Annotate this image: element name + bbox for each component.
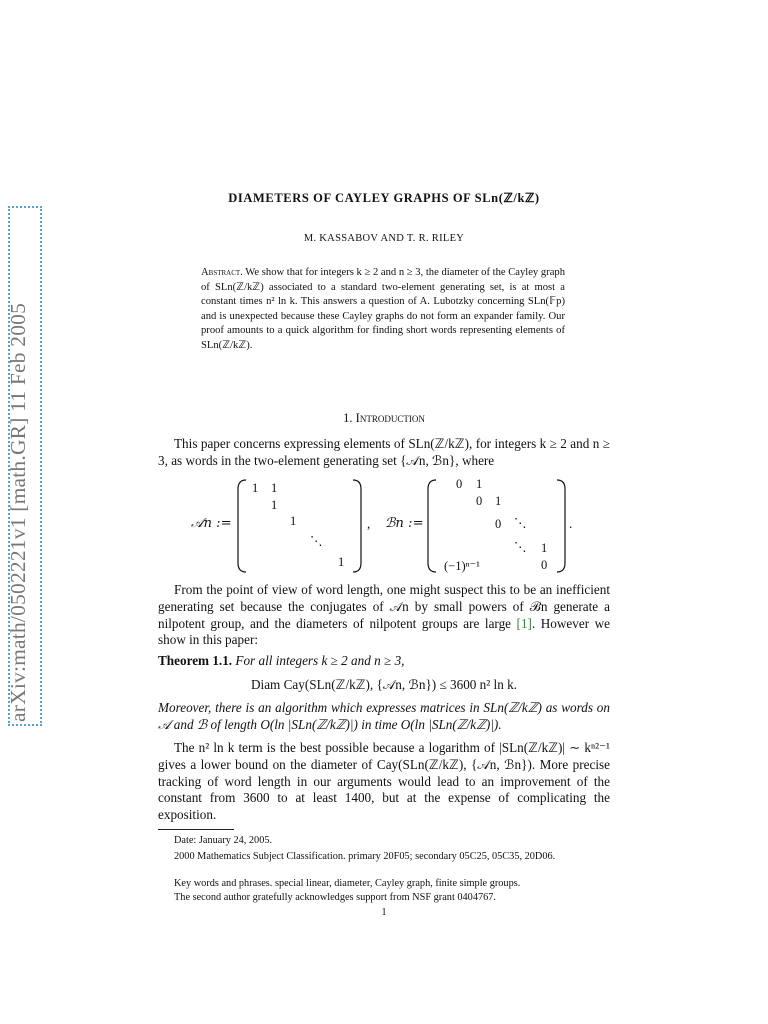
matrix-b-entry: 0	[456, 477, 463, 491]
footnote-keywords: Key words and phrases. special linear, diameter, Cayley graph, finite simple groups.	[174, 878, 521, 889]
matrix-a-right-bracket	[351, 479, 363, 573]
matrix-separator: ,	[367, 516, 371, 531]
matrix-a-entry: 1	[252, 481, 259, 495]
section-title: 1. Introduction	[343, 411, 425, 425]
abstract	[201, 266, 565, 354]
matrix-b-entry: 1	[495, 494, 502, 508]
matrix-b-left-bracket	[426, 479, 438, 573]
matrix-b-entry: 1	[541, 541, 548, 555]
theorem-continuation: Moreover, there is an algorithm which expresses matrices in SLn(ℤ/kℤ) as words on 𝒜 and ℬ of length O(ln |SLn(ℤ/kℤ)|) in time O(ln |SLn(ℤ/kℤ)|).	[158, 700, 610, 732]
matrix-b-entry: ⋱	[514, 540, 527, 554]
matrix-a-entry: 1	[271, 481, 278, 495]
paragraph-intro: This paper concerns expressing elements of SLn(ℤ/kℤ), for integers k ≥ 2 and n ≥ 3, as words in the two-element generating set {𝒜n, ℬn}, where	[158, 436, 610, 468]
paper-title: DIAMETERS OF CAYLEY GRAPHS OF SLn(ℤ/kℤ)	[228, 191, 540, 205]
matrix-b-label: ℬn :=	[385, 516, 424, 531]
matrix-a-entry: 1	[271, 498, 278, 512]
footnote-date: Date: January 24, 2005.	[174, 835, 273, 846]
matrix-b-entry: 1	[476, 477, 483, 491]
matrix-b-entry: ⋱	[514, 516, 527, 530]
matrix-a-entry: ⋱	[310, 534, 323, 548]
matrix-a-label: 𝒜n :=	[191, 516, 232, 531]
matrix-b-entry: 0	[495, 517, 502, 531]
abstract-text: We show that for integers k ≥ 2 and n ≥ 3, the diameter of the Cayley graph of SLn(ℤ/kℤ) associated to a standard two-element generating set, is at most a constant times n² ln k. This answers a question of A. Lubotzky concerning SLn(𝔽p) and is unexpected because these Cayley graphs do not form an expander family. Our proof amounts to a quick algorithm for finding short words representing elements of SLn(ℤ/kℤ).	[201, 267, 565, 351]
paragraph-lower-bound: The n² ln k term is the best possible because a logarithm of |SLn(ℤ/kℤ)| ∼ kⁿ²⁻¹ gives a lower bound on the diameter of Cay(SLn(ℤ/kℤ), {𝒜n, ℬn}). More precise tracking of word length in our arguments would lead to an improvement of the constant from 3600 to at least 1400, but at the expense of complicating the exposition.	[158, 740, 610, 823]
theorem-text: For all integers k ≥ 2 and n ≥ 3,	[235, 653, 405, 668]
matrix-a-left-bracket	[236, 479, 248, 573]
matrix-a-entry: 1	[290, 514, 297, 528]
footnote-grant: The second author gratefully acknowledges support from NSF grant 0404767.	[174, 892, 496, 903]
paragraph-word-length	[158, 582, 610, 649]
page-number: 1	[381, 907, 387, 918]
matrix-a-entry: 1	[338, 555, 345, 569]
citation-link[interactable]: [1]	[516, 615, 532, 631]
matrix-b-entry: 0	[476, 494, 483, 508]
theorem-display-equation: Diam Cay(SLn(ℤ/kℤ), {𝒜n, ℬn}) ≤ 3600 n² ln k.	[251, 677, 517, 692]
theorem-label: Theorem 1.1.	[158, 653, 233, 668]
matrix-b-entry: (−1)ⁿ⁻¹	[444, 559, 480, 573]
theorem-statement	[158, 653, 610, 670]
footnote-rule	[158, 829, 234, 830]
matrix-end-period: .	[569, 516, 573, 531]
footnote-msc: 2000 Mathematics Subject Classification. primary 20F05; secondary 05C25, 05C35, 20D06.	[174, 851, 556, 862]
matrix-display	[158, 477, 610, 575]
arxiv-stamp: arXiv:math/0502221v1 [math.GR] 11 Feb 2005	[6, 302, 30, 722]
paragraph-text: From the point of view of word length, one might suspect this to be an inefficient generating set because the conjugates of 𝒜n by small powers of ℬn generate a nilpotent group, and the diameters of nilpotent groups are large	[158, 582, 610, 631]
paragraph-text: . However we show in this paper:	[158, 615, 610, 648]
abstract-heading: Abstract.	[201, 267, 243, 278]
matrix-b-entry: 0	[541, 558, 548, 572]
matrix-b-right-bracket	[555, 479, 567, 573]
paper-authors: M. KASSABOV AND T. R. RILEY	[303, 233, 465, 244]
